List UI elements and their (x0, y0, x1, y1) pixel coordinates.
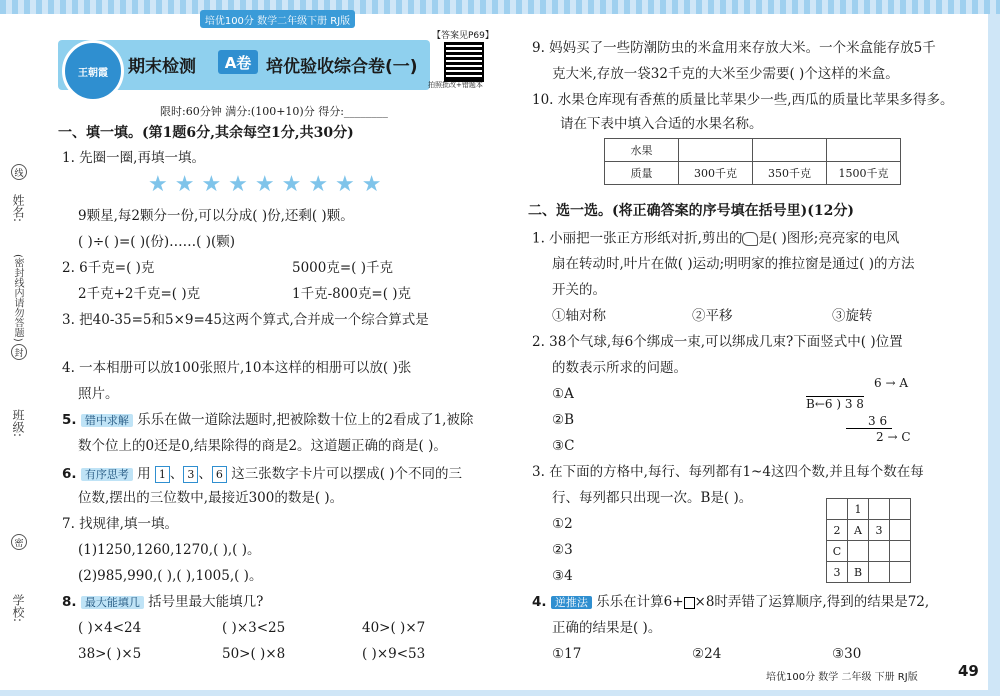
q6-line1: 6. 有序思考 用 1 、 3 、 6 这三张数字卡片可以摆成( )个不同的三 (62, 466, 463, 482)
q8-r2-c2: 50>( )×8 (222, 646, 286, 662)
q8-r1-c2: ( )×3<25 (222, 620, 286, 636)
c4-opt3[interactable]: ③30 (832, 646, 862, 662)
c1-opt3[interactable]: ③旋转 (832, 308, 873, 324)
c2-line1: 2. 38个气球,每6个绑成一束,可以绑成几束?下面竖式中( )位置 (532, 334, 903, 350)
grid-cell (848, 541, 869, 562)
top-border (0, 0, 1000, 14)
q2-line2b: 1千克-800克=( )克 (292, 286, 412, 302)
c3-line2: 行、每列都只出现一次。B是( )。 (552, 490, 753, 506)
c1-line1 (532, 232, 899, 246)
section-fill-title: 一、填一填。(第1题6分,其余每空1分,共30分) (58, 125, 354, 141)
exam-title: 培优验收综合卷(一) (266, 57, 418, 77)
q8-r2-c1: 38>( )×5 (78, 646, 142, 662)
weight-3: 1500千克 (827, 162, 901, 185)
c1-line1a: 1. 小丽把一张正方形纸对折,剪出的 (532, 230, 743, 247)
school-label: 学校: (11, 594, 25, 623)
q2-line2a: 2千克+2千克=( )克 (78, 286, 201, 302)
table-row (605, 139, 901, 162)
c4-opt1[interactable]: ①17 (552, 646, 582, 662)
table-row-label: 质量 (605, 162, 679, 185)
q8-r1-c1: ( )×4<24 (78, 620, 142, 636)
c4-line1b: ×8时弄错了运算顺序,得到的结果是72, (694, 594, 930, 610)
c4-line2: 正确的结果是( )。 (552, 620, 662, 636)
q8-r1-c3: 40>( )×7 (362, 620, 426, 636)
q6-pre: 用 (137, 466, 151, 482)
q6-line2: 位数,摆出的三位数中,最接近300的数是( )。 (78, 490, 344, 506)
section-choose-title: 二、选一选。(将正确答案的序号填在括号里)(12分) (528, 203, 854, 219)
name-label: 姓名: (11, 194, 25, 223)
latin-square-grid (826, 498, 911, 583)
c3-opt2[interactable]: ②3 (552, 542, 573, 558)
c2-opt2[interactable]: ②B (552, 412, 575, 428)
grid-cell: 1 (848, 499, 869, 520)
q1-line2: ( )÷( )=( )(份)……( )(颗) (78, 234, 235, 250)
q4-line2: 照片。 (78, 386, 119, 402)
c1-line2: 扇在转动时,叶片在做( )运动;明明家的推拉窗是通过( )的方法 (552, 256, 915, 272)
empty-box-icon (684, 597, 695, 609)
c3-line1: 3. 在下面的方格中,每行、每列都有1~4这四个数,并且每个数在每 (532, 464, 924, 480)
digit-card-3: 3 (183, 466, 198, 483)
digit-card-1: 1 (155, 466, 170, 483)
q2-line1a: 2. 6千克=( )克 (62, 260, 155, 276)
exam-info: 限时:60分钟 满分:(100+10)分 得分:________ (160, 105, 388, 118)
q7-line2: (2)985,990,( ),( ),1005,( )。 (78, 568, 263, 584)
grid-cell (890, 562, 911, 583)
exam-label: 期末检测 (128, 57, 196, 77)
grid-cell: 3 (869, 520, 890, 541)
table-head: 水果 (605, 139, 679, 162)
q8-text: 括号里最大能填几? (148, 594, 264, 610)
grid-cell (890, 499, 911, 520)
q6-number: 6. (62, 466, 77, 482)
answer-reference: 【答案见P69】 (432, 31, 494, 41)
seal-mark-seal: 封 (11, 344, 27, 360)
table-row (605, 162, 901, 185)
seal-mark-secret: 密 (11, 534, 27, 550)
seal-note: (密封线内请勿答题) (12, 254, 23, 342)
fruit-blank-3[interactable] (827, 139, 901, 162)
q2-line1b: 5000克=( )千克 (292, 260, 393, 276)
division-dividend: B←6 ) 3 8 (806, 397, 864, 411)
grid-cell: C (827, 541, 848, 562)
q1-title: 1. 先圈一圈,再填一填。 (62, 150, 205, 166)
c3-opt1[interactable]: ①2 (552, 516, 573, 532)
q8-title (62, 596, 263, 610)
grid-cell: B (848, 562, 869, 583)
c1-opt1[interactable]: ①轴对称 (552, 308, 606, 324)
c4-opt2[interactable]: ②24 (692, 646, 722, 662)
long-division (806, 372, 926, 442)
q10-line1: 10. 水果仓库现有香蕉的质量比苹果少一些,西瓜的质量比苹果多得多。 (532, 92, 954, 108)
table-row (827, 541, 911, 562)
q8-tag: 最大能填几 (81, 596, 144, 609)
division-product: 3 6 (868, 414, 888, 428)
q7-line1: (1)1250,1260,1270,( ),( )。 (78, 542, 261, 558)
c1-opt2[interactable]: ②平移 (692, 308, 733, 324)
q9-line2: 克大米,存放一袋32千克的大米至少需要( )个这样的米盒。 (552, 66, 899, 82)
grid-cell (869, 562, 890, 583)
table-row (827, 520, 911, 541)
q10-line2: 请在下表中填入合适的水果名称。 (560, 116, 763, 132)
q4-line1: 4. 一本相册可以放100张照片,10本这样的相册可以放( )张 (62, 360, 412, 376)
star-row: ★★★★★★★★★ (148, 172, 389, 197)
c4-tag: 逆推法 (551, 596, 592, 609)
q5-line2: 数个位上的0还是0,结果除得的商是2。这道题正确的商是( )。 (78, 438, 447, 454)
q3-line: 3. 把40-35=5和5×9=45这两个算式,合并成一个综合算式是 (62, 312, 429, 328)
q6-tag: 有序思考 (81, 468, 133, 481)
grid-cell: A (848, 520, 869, 541)
volume-badge: A卷 (218, 50, 258, 74)
weight-1: 300千克 (679, 162, 753, 185)
grid-cell (869, 499, 890, 520)
grid-cell (869, 541, 890, 562)
fruit-blank-1[interactable] (679, 139, 753, 162)
series-ribbon: 培优100分 数学二年级下册 RJ版 (200, 10, 355, 28)
c2-line2: 的数表示所求的问题。 (552, 360, 687, 376)
division-remainder: 2 → C (876, 430, 911, 444)
table-row (827, 499, 911, 520)
grid-cell (890, 541, 911, 562)
q6-post: 这三张数字卡片可以摆成( )个不同的三 (231, 466, 463, 482)
class-label: 班级: (11, 409, 25, 438)
seal-mark-line: 线 (11, 164, 27, 180)
qr-caption: 拍照批改+错题本 (428, 81, 483, 89)
q5-number: 5. (62, 412, 77, 428)
grid-cell (890, 520, 911, 541)
c4-number: 4. (532, 594, 547, 610)
c2-opt1[interactable]: ①A (552, 386, 574, 402)
weight-2: 350千克 (753, 162, 827, 185)
c4-line1 (532, 596, 929, 610)
division-quotient: 6 → A (874, 376, 908, 390)
division-underline (846, 428, 892, 429)
c2-opt3[interactable]: ③C (552, 438, 575, 454)
grid-cell: 2 (827, 520, 848, 541)
grid-cell: 3 (827, 562, 848, 583)
c3-opt3[interactable]: ③4 (552, 568, 573, 584)
q9-line1: 9. 妈妈买了一些防潮防虫的米盒用来存放大米。一个米盒能存放5千 (532, 40, 936, 56)
q5-line1 (62, 414, 473, 428)
heart-cutout-icon (742, 232, 758, 246)
q8-number: 8. (62, 594, 77, 610)
fruit-blank-2[interactable] (753, 139, 827, 162)
c1-line1b: 是( )图形;亮亮家的电风 (758, 230, 900, 247)
c4-line1a: 乐乐在计算6+ (596, 594, 684, 610)
fruit-table (604, 138, 901, 185)
qr-code-icon[interactable] (444, 42, 484, 82)
digit-card-6: 6 (212, 466, 227, 483)
page-number: 49 (958, 662, 979, 680)
footer-text: 培优100分 数学 二年级 下册 RJ版 (766, 672, 918, 683)
c1-line3: 开关的。 (552, 282, 606, 298)
q5-tag: 错中求解 (81, 414, 133, 427)
brand-logo: 王朝霞 (62, 40, 124, 102)
q8-r2-c3: ( )×9<53 (362, 646, 426, 662)
binding-margin (0, 14, 39, 690)
q7-title: 7. 找规律,填一填。 (62, 516, 178, 532)
q1-line1: 9颗星,每2颗分一份,可以分成( )份,还剩( )颗。 (78, 208, 354, 224)
table-row (827, 562, 911, 583)
q5-text: 乐乐在做一道除法题时,把被除数十位上的2看成了1,被除 (137, 412, 474, 428)
grid-cell (827, 499, 848, 520)
